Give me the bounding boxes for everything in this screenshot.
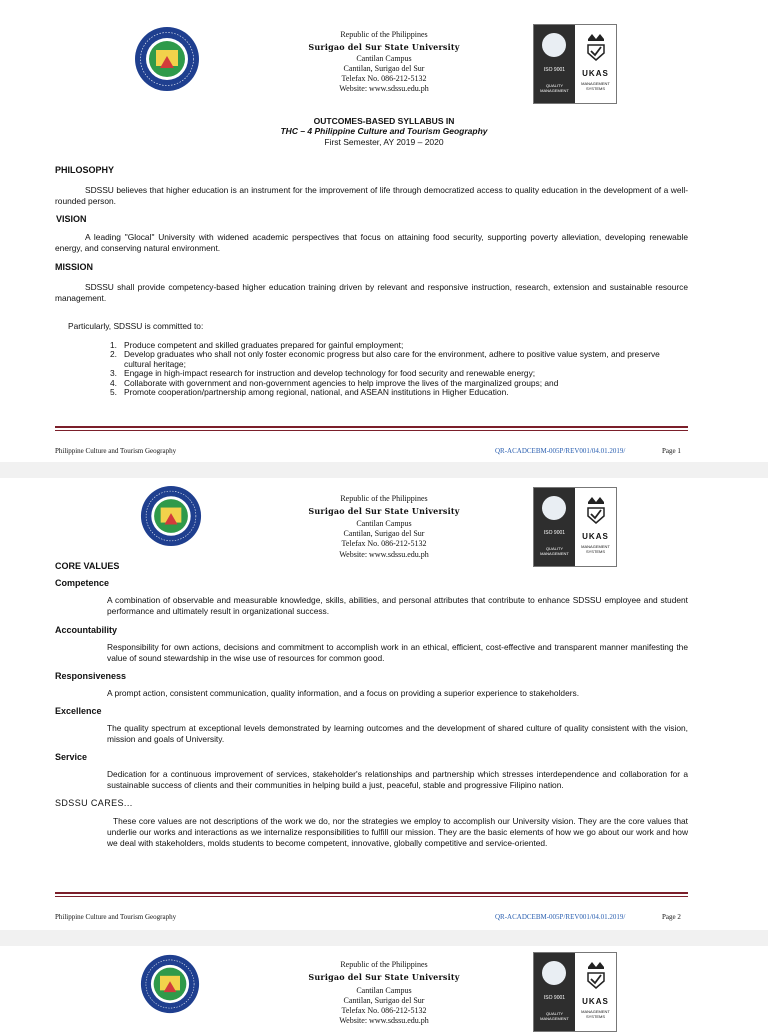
telefax-text: Telefax No. 086-212-5132	[341, 74, 427, 83]
campus-text: Cantilan Campus	[356, 986, 412, 995]
address-text: Cantilan, Surigao del Sur	[343, 529, 425, 538]
footer-rule	[55, 892, 688, 894]
footer-code: QR-ACADCEBM-005P/REV001/04.01.2019/	[495, 913, 626, 921]
list-item: 2. Develop graduates who shall not only foster economic progress but also care for the environment, adhere to positive value system, and preserve cultural heritage;	[110, 349, 660, 369]
campus-text: Cantilan Campus	[356, 54, 412, 63]
competence-heading: Competence	[55, 578, 110, 588]
page-number: Page 1	[662, 447, 681, 455]
list-item: 3. Engage in high-impact research for instruction and develop technology for food security and renewable energy;	[110, 368, 536, 379]
page-number: Page 2	[662, 913, 681, 921]
website-text: Website: www.sdssu.edu.ph	[339, 550, 429, 559]
semester-text: First Semester, AY 2019 – 2020	[324, 137, 444, 147]
page-separator	[0, 930, 768, 946]
excellence-text: The quality spectrum at exceptional levels demonstrated by learning outcomes and the development of shared culture of quality consistent with the vision, mission and goals of University.	[107, 723, 688, 744]
list-item: 1. Produce competent and skilled graduates prepared for gainful employment;	[110, 340, 404, 350]
address-text: Cantilan, Surigao del Sur	[343, 64, 425, 73]
philosophy-text: SDSSU believes that higher education is an instrument for the improvement of life through democratized access to quality education in the development of a well-rounded person.	[55, 185, 688, 206]
footer-course: Philippine Culture and Tourism Geography	[55, 447, 177, 455]
core-values-heading: CORE VALUES	[55, 561, 120, 571]
service-text: Dedication for a continuous improvement of services, stakeholder's relationships and partnership which stresses interdependence and collaboration for a sustainable success of clients and their communities in helping build a just, peaceful, stable and progressive Filipino nation.	[107, 769, 688, 790]
republic-text: Republic of the Philippines	[340, 494, 428, 503]
syllabus-title: OUTCOMES-BASED SYLLABUS IN	[313, 116, 455, 126]
vision-heading: VISION	[56, 214, 87, 224]
footer-rule-thin	[55, 430, 688, 431]
footer-course: Philippine Culture and Tourism Geography	[55, 913, 177, 921]
list-item: 5. Promote cooperation/partnership among regional, national, and ASEAN institutions in Higher Education.	[110, 387, 509, 398]
footer-code: QR-ACADCEBM-005P/REV001/04.01.2019/	[495, 447, 626, 455]
website-text: Website: www.sdssu.edu.ph	[339, 1016, 429, 1025]
telefax-text: Telefax No. 086-212-5132	[341, 1006, 427, 1015]
crown-check-icon	[585, 31, 607, 61]
footer-rule	[55, 426, 688, 428]
republic-text: Republic of the Philippines	[340, 30, 428, 39]
crown-check-icon	[585, 959, 607, 989]
accountability-heading: Accountability	[55, 625, 118, 635]
page-separator	[0, 462, 768, 478]
philosophy-heading: PHILOSOPHY	[55, 165, 115, 175]
accountability-text: Responsibility for own actions, decisions and commitment to accomplish work in an ethical, efficient, cost-effective and transparent manner manifesting the value of sound stewardship in the wise use of resources for common good.	[107, 642, 688, 663]
website-text: Website: www.sdssu.edu.ph	[339, 84, 429, 93]
crown-check-icon	[585, 494, 607, 524]
committed-intro: Particularly, SDSSU is committed to:	[68, 321, 204, 331]
course-title: THC – 4 Philippine Culture and Tourism Geography	[280, 126, 488, 136]
university-name: Surigao del Sur State University	[308, 42, 460, 52]
responsiveness-text: A prompt action, consistent communication, quality information, and a focus on providing a superior experience to stakeholders.	[107, 688, 580, 698]
competence-text: A combination of observable and measurable knowledge, skills, abilities, and personal attributes that contribute to enhance SDSSU employee and student performance and ultimately result in organizational success.	[107, 595, 688, 616]
cares-heading: SDSSU CARES...	[55, 798, 133, 808]
iso-ukas-certification-logo: ISO 9001 QUALITY MANAGEMENT UKAS MANAGEMENT SYSTEMS	[533, 24, 617, 104]
cares-text: These core values are not descriptions of the work we do, nor the strategies we employ to accomplish our University vision. They are the core values that underlie our works and interactions as we internalize responsibilities to fulfill our mission. They are the basic elements of how we go about our work and how we deal with stakeholders, molds students to become competent, innovative, globally competitive and service-oriented.	[107, 816, 688, 848]
telefax-text: Telefax No. 086-212-5132	[341, 539, 427, 548]
republic-text: Republic of the Philippines	[340, 960, 428, 969]
commitments-list	[110, 341, 688, 397]
footer-rule-thin	[55, 896, 688, 897]
campus-text: Cantilan Campus	[356, 519, 412, 528]
mission-heading: MISSION	[55, 262, 94, 272]
iso-ukas-certification-logo: ISO 9001 QUALITY MANAGEMENT UKAS MANAGEMENT SYSTEMS	[533, 487, 617, 567]
university-name: Surigao del Sur State University	[308, 506, 460, 516]
address-text: Cantilan, Surigao del Sur	[343, 996, 425, 1005]
service-heading: Service	[55, 752, 88, 762]
iso-ukas-certification-logo: ISO 9001 QUALITY MANAGEMENT UKAS MANAGEMENT SYSTEMS	[533, 952, 617, 1032]
mission-text: SDSSU shall provide competency-based higher education training driven by relevant and responsive instruction, research, extension and sustainable resource management.	[55, 282, 688, 303]
university-name: Surigao del Sur State University	[308, 972, 460, 982]
list-item: 4. Collaborate with government and non-government agencies to help improve the lives of the marginalized groups; and	[110, 377, 559, 388]
excellence-heading: Excellence	[55, 706, 102, 716]
responsiveness-heading: Responsiveness	[55, 671, 127, 681]
vision-text: A leading "Glocal" University with widened academic perspectives that focus on attaining food security, supporting poverty alleviation, developing renewable energy, and conserving natural environment.	[55, 232, 688, 253]
